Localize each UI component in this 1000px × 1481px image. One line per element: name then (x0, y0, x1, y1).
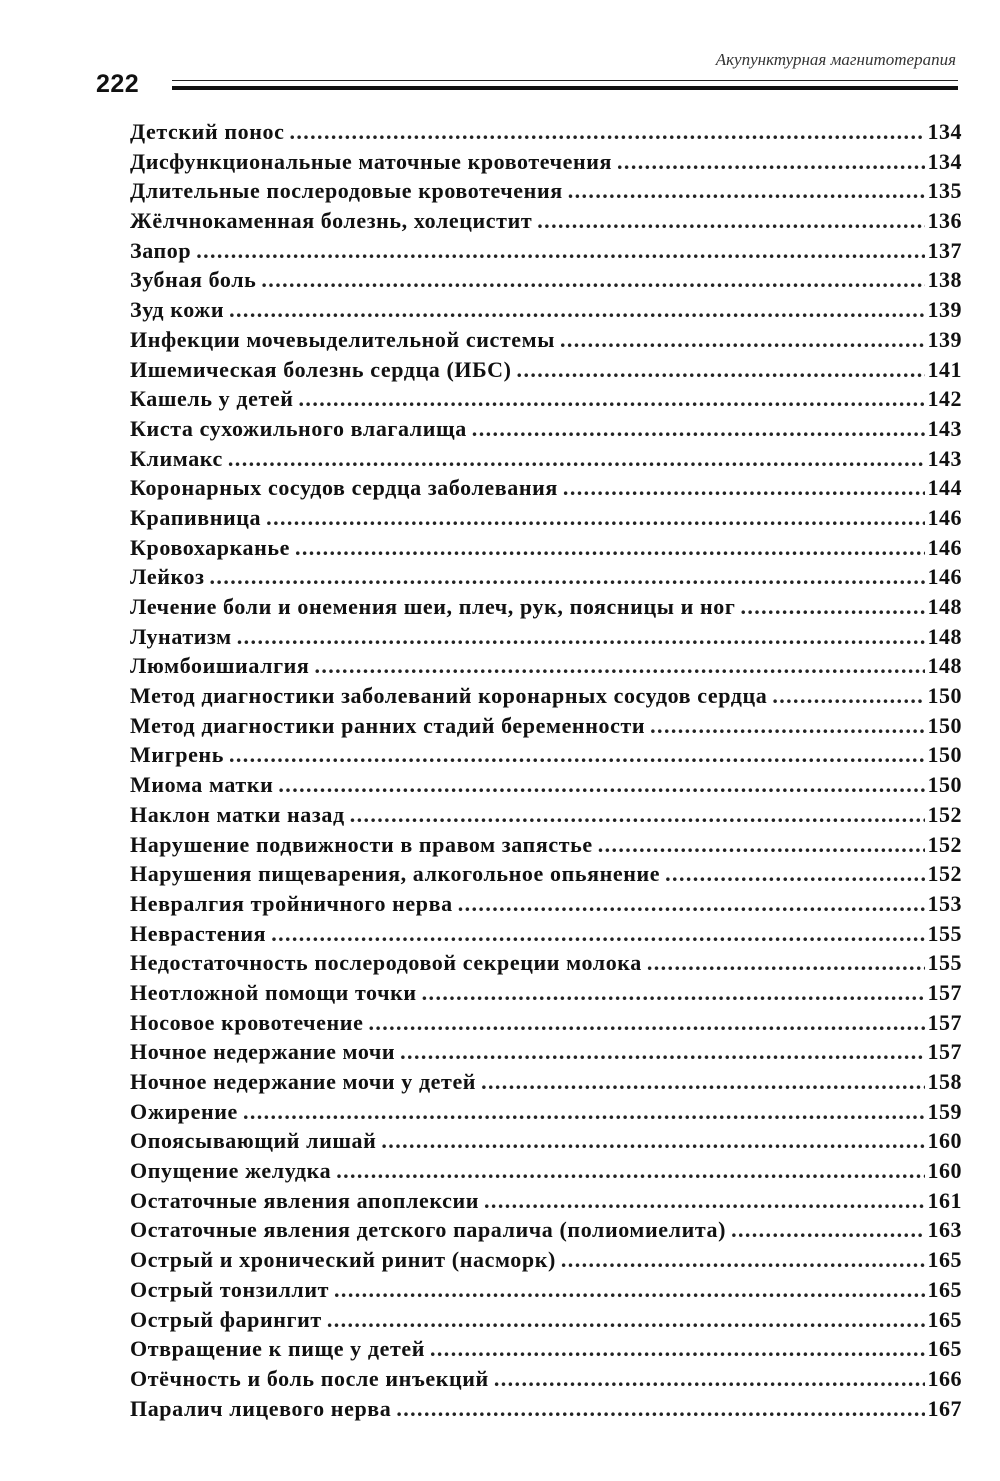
toc-entry-page-number: 143 (927, 415, 962, 441)
toc-entry-page-number: 143 (927, 445, 962, 471)
toc-entry-page-number: 152 (927, 861, 962, 887)
toc-dot-leader (647, 948, 925, 978)
toc-entry-title: Паралич лицевого нерва (130, 1395, 392, 1421)
toc-entry (130, 503, 962, 533)
toc-entry (130, 562, 962, 592)
toc-entry-page-number: 138 (927, 267, 962, 293)
toc-entry-page-number: 134 (927, 148, 962, 174)
toc-entry-title: Невралгия тройничного нерва (130, 890, 453, 916)
toc-entry-title: Ночное недержание мочи (130, 1039, 396, 1065)
toc-dot-leader (494, 1364, 925, 1394)
toc-dot-leader (350, 800, 925, 830)
toc-entry-title: Отёчность и боль после инъекций (130, 1365, 489, 1391)
toc-entry (130, 176, 962, 206)
toc-entry-title: Климакс (130, 445, 223, 471)
toc-entry-page-number: 148 (927, 594, 962, 619)
toc-entry (130, 1008, 962, 1038)
toc-entry-page-number: 166 (927, 1365, 962, 1391)
toc-entry-page-number: 167 (927, 1395, 962, 1421)
toc-entry-page-number: 165 (927, 1306, 962, 1332)
toc-entry-title: Инфекции мочевыделительной системы (130, 326, 555, 352)
toc-dot-leader (617, 147, 924, 177)
toc-entry (130, 859, 962, 889)
toc-entry-page-number: 155 (927, 920, 962, 946)
page-number: 222 (96, 70, 140, 98)
toc-entry (130, 622, 962, 652)
toc-entry (130, 770, 962, 800)
toc-dot-leader (396, 1394, 924, 1424)
toc-dot-leader (237, 622, 925, 652)
toc-dot-leader (381, 1126, 924, 1156)
toc-entry (130, 414, 962, 444)
toc-entry-title: Метод диагностики ранних стадий беременности (130, 712, 646, 738)
toc-entry (130, 919, 962, 949)
toc-dot-leader (422, 978, 925, 1008)
toc-entry-page-number: 157 (927, 1039, 962, 1065)
toc-entry (130, 711, 962, 741)
table-of-contents (130, 117, 962, 1423)
toc-entry-title: Острый и хронический ринит (насморк) (130, 1247, 556, 1273)
toc-dot-leader (458, 889, 925, 919)
toc-entry-page-number: 161 (927, 1187, 962, 1213)
toc-entry (130, 889, 962, 919)
toc-entry-title: Жёлчнокаменная болезнь, холецистит (130, 208, 533, 234)
toc-entry-page-number: 141 (927, 356, 962, 382)
toc-entry-page-number: 146 (927, 504, 962, 530)
toc-dot-leader (295, 533, 925, 563)
toc-dot-leader (561, 1245, 925, 1275)
toc-entry-page-number: 144 (927, 475, 962, 501)
toc-entry-page-number: 148 (927, 653, 962, 679)
toc-entry (130, 948, 962, 978)
toc-entry-title: Лечение боли и онемения шеи, плеч, рук, поясницы и ног (130, 594, 736, 619)
toc-dot-leader (400, 1037, 924, 1067)
toc-entry-title: Неотложной помощи точки (130, 979, 417, 1005)
toc-entry-page-number: 148 (927, 623, 962, 649)
toc-entry-title: Остаточные явления апоплексии (130, 1187, 480, 1213)
toc-entry (130, 147, 962, 177)
toc-entry-title: Опущение желудка (130, 1158, 332, 1184)
toc-entry-title: Наклон матки назад (130, 801, 345, 827)
toc-entry-title: Ишемическая болезнь сердца (ИБС) (130, 356, 512, 382)
toc-entry (130, 1364, 962, 1394)
toc-entry-title: Лунатизм (130, 623, 232, 649)
toc-entry (130, 325, 962, 355)
toc-entry (130, 1245, 962, 1275)
toc-entry-page-number: 165 (927, 1276, 962, 1302)
page-header (96, 44, 958, 100)
toc-entry-title: Остаточные явления детского паралича (полиомиелита) (130, 1217, 727, 1243)
toc-entry-page-number: 165 (927, 1336, 962, 1362)
toc-entry-title: Детский понос (130, 119, 285, 144)
toc-entry-page-number: 135 (927, 178, 962, 204)
toc-entry (130, 1305, 962, 1335)
toc-entry (130, 800, 962, 830)
toc-entry-page-number: 160 (927, 1128, 962, 1154)
toc-entry-page-number: 134 (927, 119, 962, 144)
toc-entry (130, 681, 962, 711)
toc-dot-leader (289, 117, 924, 147)
toc-entry-title: Зуд кожи (130, 297, 225, 323)
toc-entry-page-number: 146 (927, 534, 962, 560)
toc-dot-leader (228, 444, 925, 474)
toc-entry-title: Неврастения (130, 920, 267, 946)
toc-entry (130, 1275, 962, 1305)
toc-entry (130, 651, 962, 681)
toc-entry-page-number: 157 (927, 1009, 962, 1035)
toc-entry-title: Острый фарингит (130, 1306, 322, 1332)
toc-entry-title: Коронарных сосудов сердца заболевания (130, 475, 558, 501)
toc-dot-leader (731, 1215, 924, 1245)
toc-entry (130, 740, 962, 770)
toc-entry-page-number: 155 (927, 950, 962, 976)
toc-entry-title: Метод диагностики заболеваний коронарных сосудов сердца (130, 683, 768, 709)
toc-entry-title: Крапивница (130, 504, 262, 530)
toc-entry-page-number: 146 (927, 564, 962, 590)
toc-dot-leader (484, 1186, 924, 1216)
toc-entry-title: Недостаточность послеродовой секреции молока (130, 950, 642, 976)
toc-dot-leader (598, 830, 925, 860)
toc-entry (130, 978, 962, 1008)
toc-dot-leader (568, 176, 925, 206)
toc-dot-leader (517, 355, 925, 385)
header-rule-thin (172, 80, 958, 81)
toc-entry-page-number: 150 (927, 742, 962, 768)
toc-entry (130, 1097, 962, 1127)
header-rule-thick (172, 86, 958, 90)
toc-dot-leader (563, 473, 925, 503)
toc-entry-page-number: 165 (927, 1247, 962, 1273)
toc-entry (130, 1126, 962, 1156)
toc-dot-leader (229, 295, 924, 325)
toc-dot-leader (334, 1275, 924, 1305)
toc-dot-leader (537, 206, 924, 236)
toc-entry (130, 295, 962, 325)
toc-dot-leader (327, 1305, 925, 1335)
toc-entry-title: Острый тонзиллит (130, 1276, 330, 1302)
toc-entry (130, 1156, 962, 1186)
toc-entry-title: Кровохарканье (130, 534, 290, 560)
toc-entry-page-number: 152 (927, 801, 962, 827)
toc-entry-page-number: 142 (927, 386, 962, 412)
toc-dot-leader (266, 503, 924, 533)
toc-entry (130, 1037, 962, 1067)
toc-entry (130, 444, 962, 474)
toc-entry-title: Мигрень (130, 742, 224, 768)
toc-entry-page-number: 150 (927, 683, 962, 709)
toc-dot-leader (196, 236, 924, 266)
toc-dot-leader (481, 1067, 924, 1097)
toc-entry-title: Длительные послеродовые кровотечения (130, 178, 563, 204)
toc-entry-page-number: 157 (927, 979, 962, 1005)
toc-entry-title: Зубная боль (130, 267, 257, 293)
toc-dot-leader (368, 1008, 924, 1038)
toc-entry-page-number: 153 (927, 890, 962, 916)
toc-entry (130, 592, 962, 622)
toc-entry (130, 1186, 962, 1216)
toc-dot-leader (229, 740, 925, 770)
running-title: Акупунктурная магнитотерапия (715, 50, 956, 69)
toc-entry-title: Киста сухожильного влагалища (130, 415, 467, 441)
toc-entry (130, 206, 962, 236)
toc-entry (130, 1215, 962, 1245)
toc-entry (130, 473, 962, 503)
toc-entry (130, 265, 962, 295)
toc-entry-page-number: 139 (927, 326, 962, 352)
toc-entry (130, 830, 962, 860)
toc-dot-leader (278, 770, 924, 800)
toc-entry-page-number: 150 (927, 772, 962, 798)
toc-entry (130, 384, 962, 414)
toc-entry-title: Ночное недержание мочи у детей (130, 1069, 477, 1094)
toc-entry-page-number: 139 (927, 297, 962, 323)
toc-dot-leader (560, 325, 925, 355)
toc-entry-page-number: 137 (927, 237, 962, 263)
toc-entry-title: Запор (130, 237, 192, 263)
toc-entry (130, 1394, 962, 1424)
toc-entry (130, 1067, 962, 1097)
toc-entry (130, 533, 962, 563)
toc-entry-title: Ожирение (130, 1098, 238, 1124)
toc-entry-page-number: 136 (927, 208, 962, 234)
toc-entry-title: Люмбоишиалгия (130, 653, 310, 679)
toc-entry-title: Опоясывающий лишай (130, 1128, 377, 1154)
toc-entry-title: Кашель у детей (130, 386, 294, 412)
toc-dot-leader (314, 651, 924, 681)
toc-dot-leader (299, 384, 925, 414)
toc-entry-page-number: 160 (927, 1158, 962, 1184)
toc-dot-leader (772, 681, 924, 711)
toc-dot-leader (665, 859, 924, 889)
toc-entry-title: Носовое кровотечение (130, 1009, 364, 1035)
toc-entry-page-number: 159 (927, 1098, 962, 1124)
toc-entry-title: Лейкоз (130, 564, 205, 590)
toc-entry-title: Дисфункциональные маточные кровотечения (130, 148, 613, 174)
toc-dot-leader (472, 414, 925, 444)
toc-dot-leader (210, 562, 925, 592)
toc-entry-page-number: 150 (927, 712, 962, 738)
toc-entry-title: Нарушения пищеварения, алкогольное опьянение (130, 861, 661, 887)
toc-dot-leader (243, 1097, 925, 1127)
toc-entry-title: Нарушение подвижности в правом запястье (130, 831, 593, 857)
toc-entry-page-number: 163 (927, 1217, 962, 1243)
toc-dot-leader (430, 1334, 925, 1364)
toc-entry-title: Миома матки (130, 772, 274, 798)
toc-dot-leader (650, 711, 924, 741)
toc-entry-page-number: 152 (927, 831, 962, 857)
toc-entry (130, 236, 962, 266)
toc-entry (130, 355, 962, 385)
toc-dot-leader (336, 1156, 924, 1186)
toc-entry (130, 117, 962, 147)
toc-dot-leader (740, 592, 924, 622)
toc-entry-page-number: 158 (927, 1069, 962, 1094)
toc-entry-title: Отвращение к пище у детей (130, 1336, 425, 1362)
toc-dot-leader (271, 919, 924, 949)
toc-entry (130, 1334, 962, 1364)
toc-dot-leader (261, 265, 924, 295)
